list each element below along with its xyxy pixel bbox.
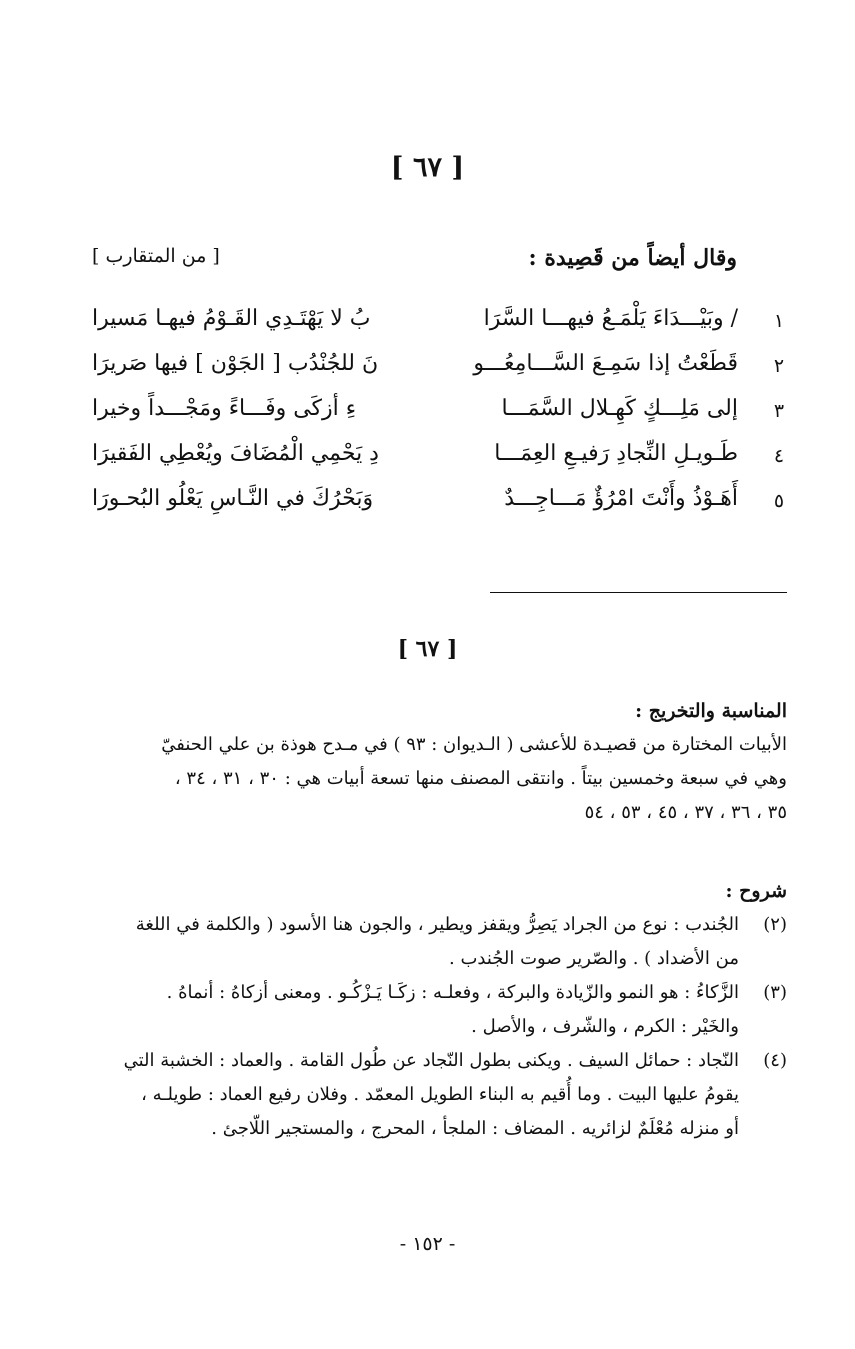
commentary-number: [ ٦٧ ] (397, 636, 458, 662)
section-divider (490, 592, 787, 593)
commentary-line: ٣٥ ، ٣٦ ، ٣٧ ، ٤٥ ، ٥٣ ، ٥٤ (584, 802, 787, 823)
verse-first-hemistich: / وبَيْـــدَاءَ يَلْمَـعُ فيهـــا السَّرَا (483, 306, 738, 331)
note-line: من الأضداد ) . والصّرير صوت الجُندب . (449, 948, 739, 969)
verse-second-hemistich: بُ لا يَهْتَـدِي القَـوْمُ فيهـا مَسيرا (92, 306, 371, 331)
verse-number: ١ (773, 310, 785, 332)
note-item (87, 976, 787, 1044)
note-line: الجُندب : نوع من الجراد يَصِرُّ ويقفز ويطير ، والجون هنا الأسود ( والكلمة في اللغة (135, 914, 739, 935)
note-number: (٣) (763, 982, 787, 1003)
verse-row (92, 351, 792, 396)
verse-row (92, 441, 792, 486)
verse-row (92, 486, 792, 531)
verse-number: ٣ (773, 400, 785, 422)
commentary-heading: المناسبة والتخريج : (635, 700, 787, 722)
note-line: يقومُ عليها البيت . وما أُقيم به البناء الطويل المعمّد . وفلان رفيع العماد : طويلـه ، (141, 1084, 739, 1105)
note-item (87, 1044, 787, 1146)
poem-verses (92, 306, 792, 531)
commentary-line: الأبيات المختارة من قصيـدة للأعشى ( الـديوان : ٩٣ ) في مـدح هوذة بن علي الحنفيّ (161, 734, 787, 755)
note-line: والخَيْر : الكرم ، والشّرف ، والأصل . (471, 1016, 739, 1037)
verse-first-hemistich: طَـويـلِ النِّجادِ رَفيـعِ العِمَـــا (494, 441, 738, 466)
poem-intro: وقال أيضاً من قَصِيدة : (528, 245, 737, 271)
verse-row (92, 396, 792, 441)
note-number: (٤) (763, 1050, 787, 1071)
poem-meter: [ من المتقارب ] (92, 245, 220, 267)
verse-first-hemistich: إلى مَلِـــكٍ كَهِـلال السَّمَـــا (501, 396, 738, 421)
verse-second-hemistich: ءِ أزكَى وفَـــاءً ومَجْـــداً وخيرا (92, 396, 357, 421)
verse-number: ٥ (773, 490, 785, 512)
note-line: النّجاد : حمائل السيف . ويكنى بطول النّجاد عن طُول القامة . والعماد : الخشبة التي (123, 1050, 739, 1071)
verse-number: ٢ (773, 355, 785, 377)
verse-first-hemistich: أَهَـوْذُ وأَنْتَ امْرُؤٌ مَـــاجِـــدٌ (504, 486, 738, 511)
verse-second-hemistich: نَ للجُنْدُب [ الجَوْن ] فيها صَريرَا (92, 351, 379, 376)
note-number: (٢) (763, 914, 787, 935)
note-line: الزَّكاءُ : هو النمو والزّيادة والبركة ، وفعلـه : زكَـا يَـزْكُـو . ومعنى أزكاهُ : أنماهُ . (166, 982, 739, 1003)
note-item (87, 908, 787, 976)
note-line: أو منزله مُعْلَمٌ لزائريه . المضاف : الملجأ ، المحرج ، والمستجير اللّاجئ . (211, 1118, 739, 1139)
commentary-section (87, 694, 787, 830)
page-number: - ١٥٢ - (399, 1233, 456, 1255)
verse-first-hemistich: قَطَعْتُ إذا سَمِـعَ السَّـــامِعُـــو (473, 351, 738, 376)
commentary-line: وهي في سبعة وخمسين بيتاً . وانتقى المصنف منها تسعة أبيات هي : ٣٠ ، ٣١ ، ٣٤ ، (174, 768, 787, 789)
poem-number: [ ٦٧ ] (390, 152, 465, 183)
verse-second-hemistich: دِ يَحْمِي الْمُضَافَ ويُعْطِي الفَقيرَا (92, 441, 379, 466)
notes-section (87, 874, 787, 1146)
verse-second-hemistich: وَبَحْرُكَ في النَّـاسِ يَعْلُو البُحـورَا (92, 486, 374, 511)
notes-heading: شروح : (725, 880, 787, 902)
verse-row (92, 306, 792, 351)
verse-number: ٤ (773, 445, 785, 467)
